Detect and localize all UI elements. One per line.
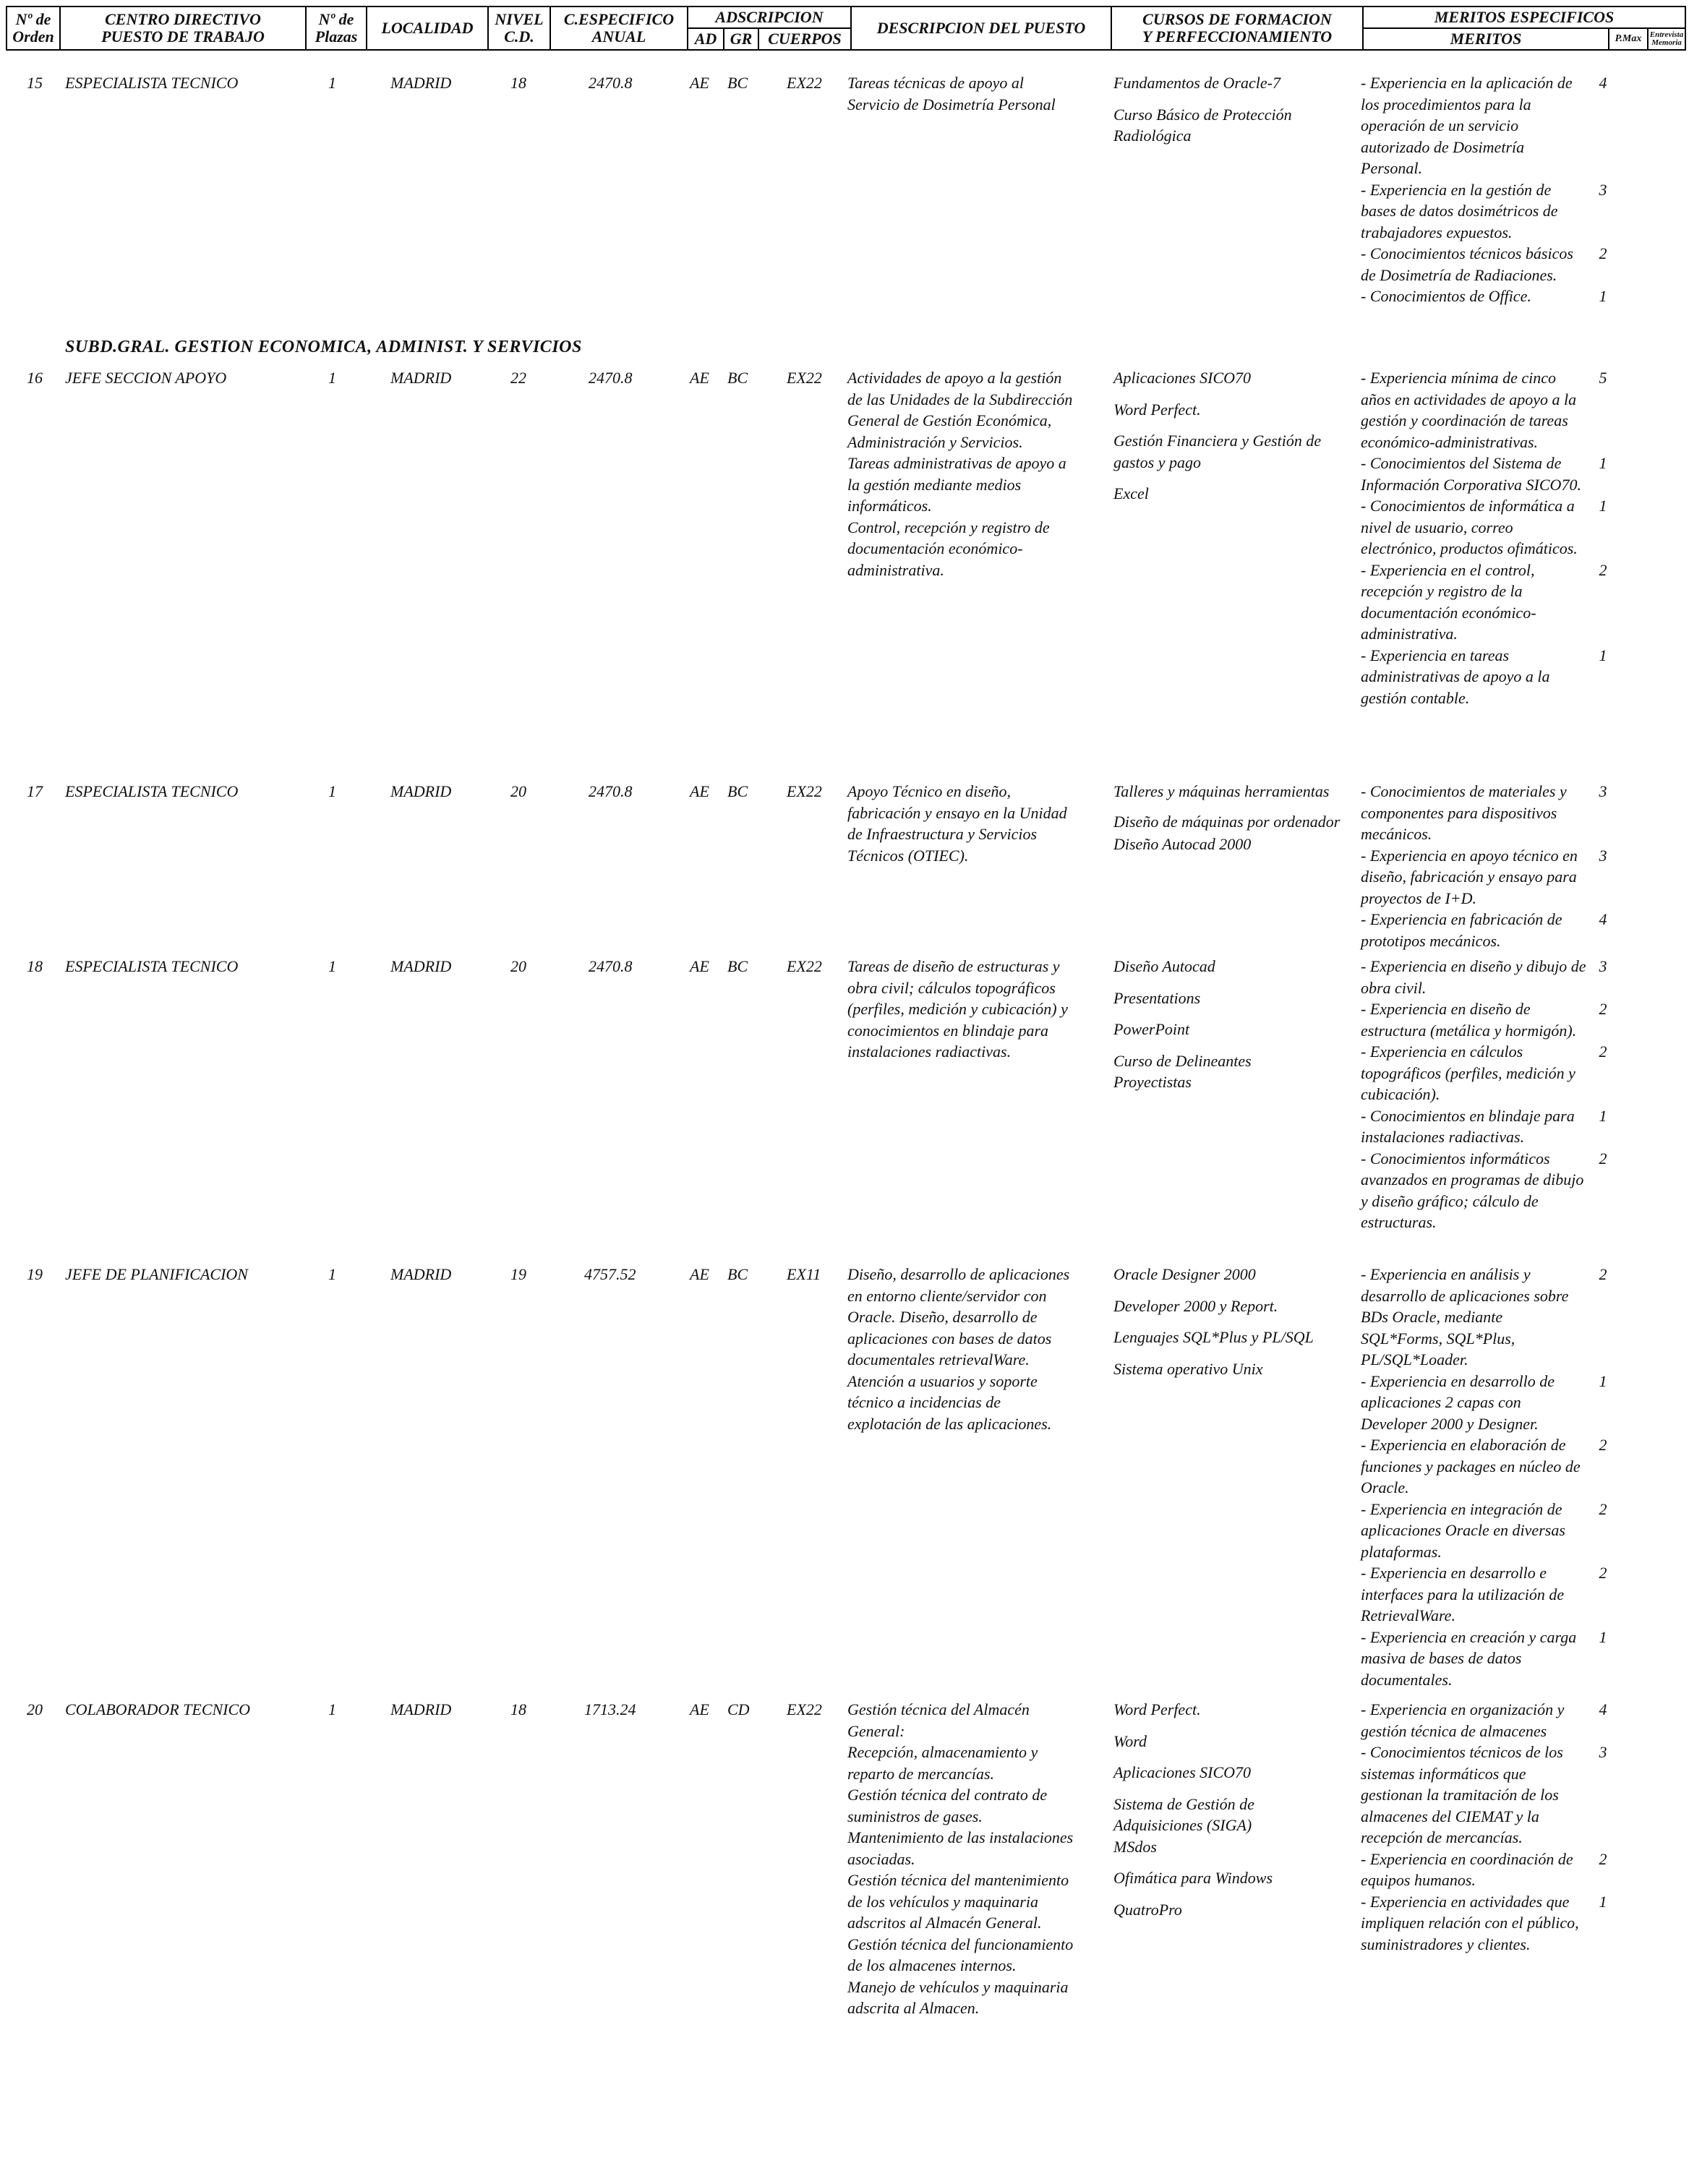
- merito-points: 2: [1599, 560, 1607, 579]
- merito-item: - Experiencia en elaboración de funciones y packages en núcleo de Oracle. 2: [1361, 1434, 1614, 1499]
- row-meritos: [1361, 1264, 1614, 1690]
- row-meritos: [1361, 1699, 1614, 1955]
- header-ad: AD: [687, 27, 724, 51]
- merito-points: 3: [1599, 846, 1607, 865]
- row-gr: BC: [727, 74, 748, 92]
- merito-points: 2: [1599, 244, 1607, 262]
- row-meritos: [1361, 956, 1614, 1233]
- merito-item: - Experiencia en actividades que impliquen relación con el público, suministradores y clientes. 1: [1361, 1891, 1614, 1956]
- header-descripcion: DESCRIPCION DEL PUESTO: [850, 6, 1112, 51]
- merito-item: - Experiencia en diseño y dibujo de obra civil. 3: [1361, 956, 1614, 998]
- merito-item: - Conocimientos de informática a nivel de usuario, correo electrónico, productos ofimáticos. 1: [1361, 495, 1614, 560]
- row-puesto: JEFE SECCION APOYO: [65, 369, 227, 387]
- merito-item: - Experiencia mínima de cinco años en actividades de apoyo a la gestión y coordinación de tareas económico-administrativas. 5: [1361, 367, 1614, 453]
- row-cuerpos: EX22: [787, 74, 822, 92]
- merito-points: 5: [1599, 369, 1607, 387]
- row-cursos: Aplicaciones SICO70 Word Perfect. Gestión Financiera y Gestión de gastos y pago Excel: [1113, 369, 1322, 502]
- row-plazas: 1: [328, 1700, 336, 1718]
- merito-points: 1: [1599, 454, 1607, 472]
- header-meritos: MERITOS: [1362, 27, 1609, 51]
- merito-points: 2: [1599, 1149, 1607, 1168]
- merito-item: - Experiencia en análisis y desarrollo de aplicaciones sobre BDs Oracle, mediante SQL*Forms, SQL*Plus, PL/SQL*Loader. 2: [1361, 1264, 1614, 1371]
- row-orden: 15: [27, 74, 43, 92]
- merito-item: - Experiencia en fabricación de prototipos mecánicos. 4: [1361, 909, 1614, 951]
- merito-item: - Conocimientos de Office. 1: [1361, 286, 1614, 307]
- row-nivel: 18: [510, 74, 526, 92]
- merito-points: 1: [1599, 287, 1607, 305]
- merito-points: 1: [1599, 1371, 1607, 1390]
- merito-points: 1: [1599, 497, 1607, 515]
- row-localidad: MADRID: [390, 1265, 452, 1283]
- merito-item: - Experiencia en el control, recepción y registro de la documentación económico-administrativa. 2: [1361, 560, 1614, 645]
- merito-item: - Conocimientos en blindaje para instalaciones radiactivas. 1: [1361, 1105, 1614, 1148]
- merito-item: - Experiencia en creación y carga masiva de bases de datos documentales. 1: [1361, 1627, 1614, 1691]
- row-nivel: 20: [510, 782, 526, 800]
- row-ad: AE: [690, 1265, 709, 1283]
- row-meritos: [1361, 72, 1614, 307]
- row-orden: 18: [27, 957, 43, 975]
- row-descripcion: Diseño, desarrollo de aplicaciones en entorno cliente/servidor con Oracle. Diseño, desarrollo de aplicaciones con bases de datos documentales retrievalWare. Atención a usuarios y soporte técnico a incidencias de explotación de las aplicaciones.: [847, 1265, 1070, 1433]
- row-ad: AE: [690, 74, 709, 92]
- merito-points: 3: [1599, 180, 1607, 199]
- merito-item: - Conocimientos técnicos de los sistemas informáticos que gestionan la tramitación de los almacenes del CIEMAT y la recepción de mercancías. 3: [1361, 1742, 1614, 1849]
- merito-points: 3: [1599, 957, 1607, 975]
- row-orden: 19: [27, 1265, 43, 1283]
- row-gr: BC: [727, 1265, 748, 1283]
- row-localidad: MADRID: [390, 74, 452, 92]
- merito-item: - Conocimientos del Sistema de Información Corporativa SICO70. 1: [1361, 453, 1614, 495]
- row-especifico: 2470.8: [589, 74, 633, 92]
- merito-item: - Experiencia en tareas administrativas de apoyo a la gestión contable. 1: [1361, 645, 1614, 709]
- header-entrevista: Entrevista Memoria: [1647, 27, 1686, 51]
- row-ad: AE: [690, 369, 709, 387]
- row-nivel: 18: [510, 1700, 526, 1718]
- header-cursos: CURSOS DE FORMACION Y PERFECCIONAMIENTO: [1111, 6, 1364, 51]
- merito-points: 2: [1599, 1564, 1607, 1582]
- row-gr: BC: [727, 957, 748, 975]
- merito-item: - Experiencia en organización y gestión técnica de almacenes 4: [1361, 1699, 1614, 1742]
- row-orden: 17: [27, 782, 43, 800]
- row-meritos: [1361, 367, 1614, 708]
- row-plazas: 1: [328, 957, 336, 975]
- row-localidad: MADRID: [390, 369, 452, 387]
- merito-item: - Conocimientos de materiales y componentes para dispositivos mecánicos. 3: [1361, 781, 1614, 845]
- row-especifico: 4757.52: [584, 1265, 636, 1283]
- row-cuerpos: EX22: [787, 957, 822, 975]
- header-adscripcion: ADSCRIPCION: [687, 6, 852, 29]
- row-descripcion: Apoyo Técnico en diseño, fabricación y ensayo en la Unidad de Infraestructura y Servicios Técnicos (OTIEC).: [847, 782, 1067, 865]
- header-plazas: Nº de Plazas: [305, 6, 367, 51]
- merito-points: 1: [1599, 1106, 1607, 1125]
- row-meritos: [1361, 781, 1614, 951]
- header-gr: GR: [723, 27, 759, 51]
- merito-item: - Conocimientos técnicos básicos de Dosimetría de Radiaciones. 2: [1361, 243, 1614, 286]
- row-plazas: 1: [328, 782, 336, 800]
- row-plazas: 1: [328, 1265, 336, 1283]
- row-cuerpos: EX22: [787, 782, 822, 800]
- row-cursos: Oracle Designer 2000 Developer 2000 y Report. Lenguajes SQL*Plus y PL/SQL Sistema operativo Unix: [1113, 1265, 1314, 1378]
- row-cursos: Word Perfect. Word Aplicaciones SICO70 Sistema de Gestión de Adquisiciones (SIGA) MSdos Ofimática para Windows QuatroPro: [1113, 1700, 1273, 1919]
- row-especifico: 2470.8: [589, 782, 633, 800]
- merito-points: 2: [1599, 1042, 1607, 1061]
- row-cuerpos: EX22: [787, 1700, 822, 1718]
- header-centro: CENTRO DIRECTIVO PUESTO DE TRABAJO: [59, 6, 307, 51]
- merito-points: 4: [1599, 910, 1607, 928]
- merito-item: - Experiencia en integración de aplicaciones Oracle en diversas plataformas. 2: [1361, 1499, 1614, 1563]
- row-ad: AE: [690, 782, 709, 800]
- row-gr: BC: [727, 369, 748, 387]
- row-especifico: 1713.24: [584, 1700, 636, 1718]
- row-cursos: Talleres y máquinas herramientas Diseño de máquinas por ordenador Diseño Autocad 2000: [1113, 782, 1340, 853]
- row-plazas: 1: [328, 369, 336, 387]
- row-descripcion: Gestión técnica del Almacén General: Recepción, almacenamiento y reparto de mercancías. Gestión técnica del contrato de suministros de gases. Mantenimiento de las instalaciones asociadas. Gestión técnica del mantenimiento de los vehículos y maquinaria adscritos al Almacén General. Gestión técnica del funcionamiento de los almacenes internos. Manejo de vehículos y maquinaria adscrita al Almacen.: [847, 1700, 1074, 2017]
- row-nivel: 19: [510, 1265, 526, 1283]
- merito-item: - Conocimientos informáticos avanzados en programas de dibujo y diseño gráfico; cálculo de estructuras. 2: [1361, 1148, 1614, 1233]
- merito-item: - Experiencia en diseño de estructura (metálica y hormigón). 2: [1361, 998, 1614, 1041]
- row-orden: 16: [27, 369, 43, 387]
- row-descripcion: Tareas técnicas de apoyo al Servicio de Dosimetría Personal: [847, 74, 1056, 114]
- header-orden: Nº de Orden: [6, 6, 61, 51]
- row-puesto: ESPECIALISTA TECNICO: [65, 957, 239, 975]
- row-gr: BC: [727, 782, 748, 800]
- header-nivel: NIVEL C.D.: [487, 6, 551, 51]
- merito-item: - Experiencia en desarrollo e interfaces para la utilización de RetrievalWare. 2: [1361, 1562, 1614, 1627]
- merito-points: 1: [1599, 646, 1607, 664]
- header-meritos-especificos: MERITOS ESPECIFICOS: [1362, 6, 1686, 29]
- merito-item: - Experiencia en desarrollo de aplicaciones 2 capas con Developer 2000 y Designer. 1: [1361, 1371, 1614, 1435]
- row-puesto: COLABORADOR TECNICO: [65, 1700, 251, 1718]
- merito-item: - Experiencia en apoyo técnico en diseño, fabricación y ensayo para proyectos de I+D. 3: [1361, 845, 1614, 909]
- row-orden: 20: [27, 1700, 43, 1718]
- row-nivel: 22: [510, 369, 526, 387]
- row-descripcion: Actividades de apoyo a la gestión de las Unidades de la Subdirección General de Gestión Económica, Administración y Servicios. Tareas administrativas de apoyo a la gestión mediante medios informáticos. Control, recepción y registro de documentación económico- administrativa.: [847, 369, 1073, 579]
- row-gr: CD: [727, 1700, 750, 1718]
- section-title: SUBD.GRAL. GESTION ECONOMICA, ADMINIST. Y SERVICIOS: [65, 338, 582, 356]
- merito-item: - Experiencia en cálculos topográficos (perfiles, medición y cubicación). 2: [1361, 1041, 1614, 1105]
- merito-points: 1: [1599, 1892, 1607, 1911]
- row-localidad: MADRID: [390, 1700, 452, 1718]
- merito-points: 2: [1599, 1265, 1607, 1283]
- row-localidad: MADRID: [390, 957, 452, 975]
- header-cuerpos: CUERPOS: [758, 27, 852, 51]
- merito-points: 4: [1599, 74, 1607, 92]
- merito-points: 2: [1599, 1436, 1607, 1454]
- row-descripcion: Tareas de diseño de estructuras y obra civil; cálculos topográficos (perfiles, medición y cubicación) y conocimientos en blindaje para instalaciones radiactivas.: [847, 957, 1068, 1061]
- table-header: [6, 6, 1686, 51]
- merito-item: - Experiencia en coordinación de equipos humanos. 2: [1361, 1849, 1614, 1891]
- merito-points: 4: [1599, 1700, 1607, 1718]
- row-ad: AE: [690, 1700, 709, 1718]
- row-puesto: ESPECIALISTA TECNICO: [65, 74, 239, 92]
- merito-points: 2: [1599, 1849, 1607, 1868]
- merito-points: 2: [1599, 1000, 1607, 1018]
- row-cuerpos: EX11: [787, 1265, 821, 1283]
- row-cursos: Diseño Autocad Presentations PowerPoint Curso de Delineantes Proyectistas: [1113, 957, 1252, 1091]
- row-ad: AE: [690, 957, 709, 975]
- row-especifico: 2470.8: [589, 957, 633, 975]
- row-plazas: 1: [328, 74, 336, 92]
- header-especifico: C.ESPECIFICO ANUAL: [550, 6, 688, 51]
- merito-points: 2: [1599, 1499, 1607, 1518]
- row-cuerpos: EX22: [787, 369, 822, 387]
- merito-points: 1: [1599, 1627, 1607, 1646]
- header-localidad: LOCALIDAD: [366, 6, 489, 51]
- row-puesto: ESPECIALISTA TECNICO: [65, 782, 239, 800]
- row-especifico: 2470.8: [589, 369, 633, 387]
- row-cursos: Fundamentos de Oracle-7 Curso Básico de Protección Radiológica: [1113, 74, 1292, 145]
- merito-item: - Experiencia en la aplicación de los procedimientos para la operación de un servicio autorizado de Dosimetría Personal. 4: [1361, 72, 1614, 179]
- merito-points: 3: [1599, 1743, 1607, 1761]
- row-localidad: MADRID: [390, 782, 452, 800]
- row-puesto: JEFE DE PLANIFICACION: [65, 1265, 248, 1283]
- merito-points: 3: [1599, 782, 1607, 800]
- header-pmax: P.Max: [1608, 27, 1649, 51]
- row-nivel: 20: [510, 957, 526, 975]
- merito-item: - Experiencia en la gestión de bases de datos dosimétricos de trabajadores expuestos. 3: [1361, 179, 1614, 244]
